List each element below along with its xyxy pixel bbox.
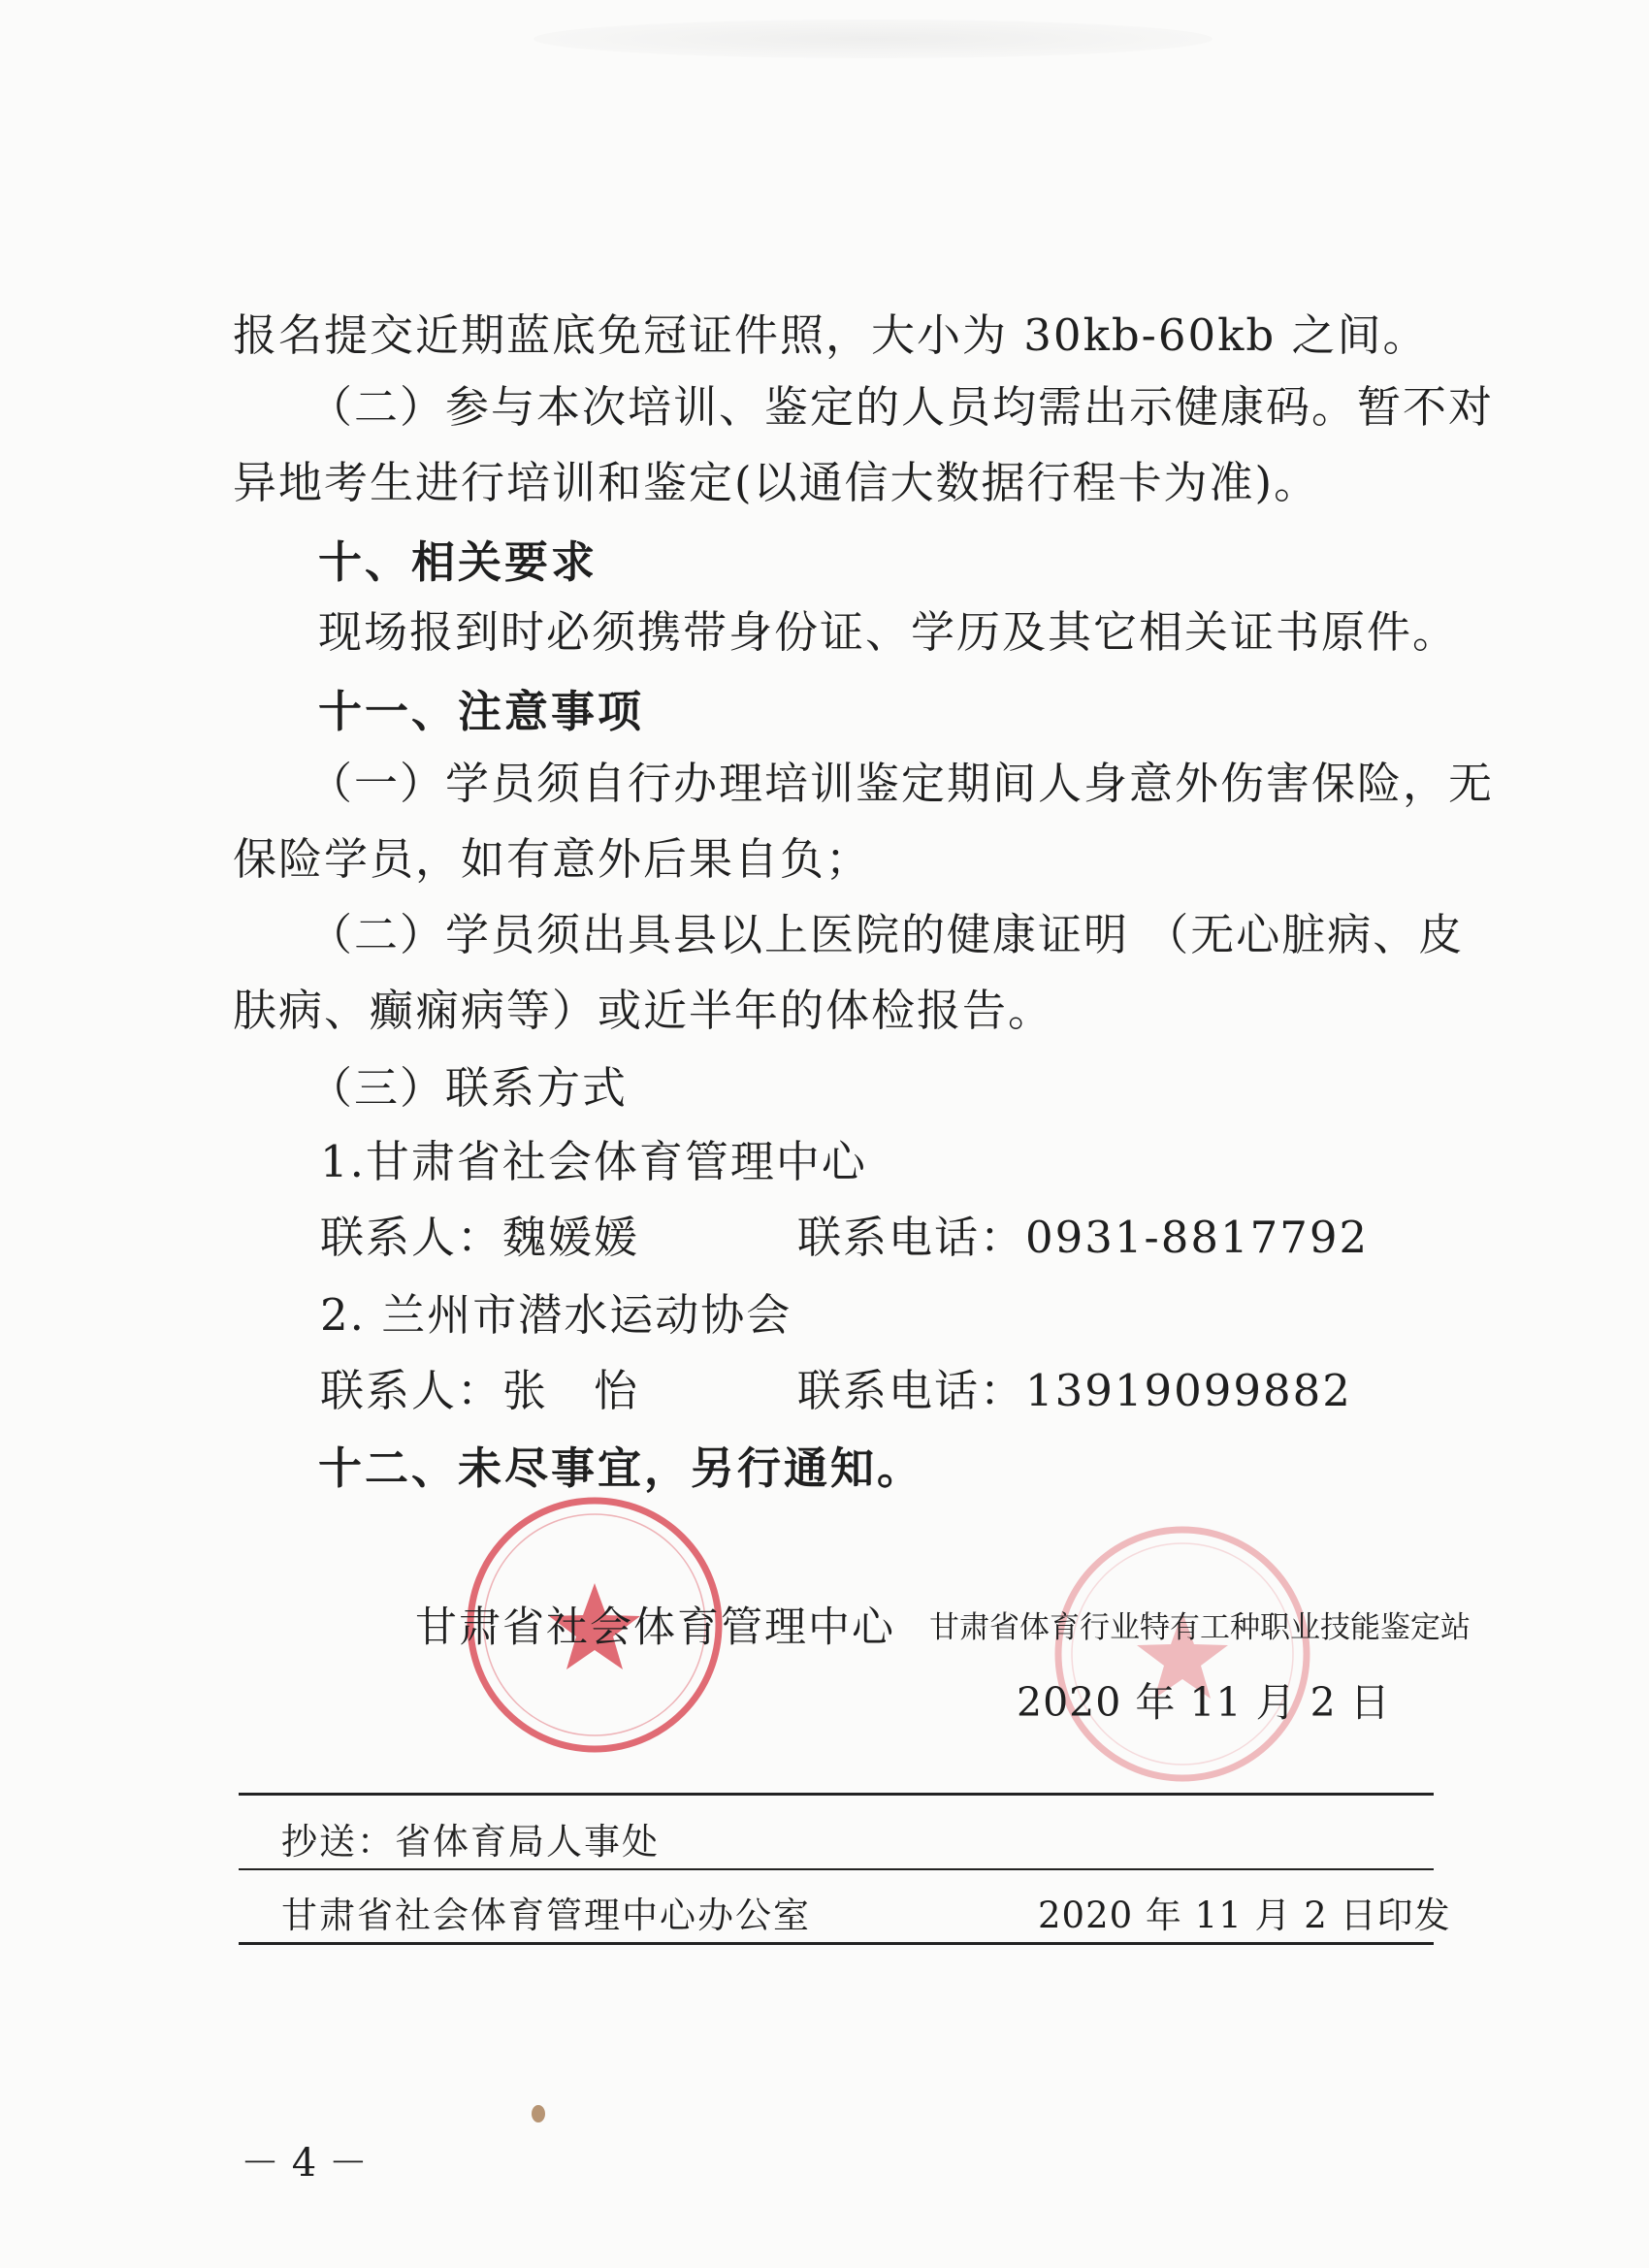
contact-org-2: 2. 兰州市潜水运动协会 xyxy=(320,1289,792,1341)
contact-phone-1: 联系电话：0931-8817792 xyxy=(797,1212,1370,1263)
footer-issuer: 甘肃省社会体育管理中心办公室 xyxy=(281,1895,811,1936)
contact-phone-2: 联系电话：13919099882 xyxy=(797,1365,1352,1416)
official-seal-right xyxy=(1051,1523,1313,1785)
footer-rule-middle xyxy=(239,1868,1434,1870)
contact-org-1: 1.甘肃省社会体育管理中心 xyxy=(320,1136,867,1187)
signature-org-1: 甘肃省社会体育管理中心 xyxy=(415,1604,895,1652)
scan-smudge xyxy=(534,19,1212,58)
body-line-1: 报名提交近期蓝底免冠证件照，大小为 30kb-60kb 之间。 xyxy=(233,309,1429,361)
signature-date: 2020 年 11 月 2 日 xyxy=(1017,1679,1391,1726)
page-number: － 4 － xyxy=(241,2141,368,2186)
signature-org-2: 甘肃省体育行业特有工种职业技能鉴定站 xyxy=(929,1610,1471,1645)
contact-person-1: 联系人：魏媛媛 xyxy=(320,1212,640,1263)
footer-rule-bottom xyxy=(239,1942,1434,1945)
contact-person-2: 联系人：张 怡 xyxy=(320,1365,640,1416)
section-heading-notes: 十一、注意事项 xyxy=(318,686,645,737)
footer-rule-top xyxy=(239,1793,1434,1796)
scan-smudge-mark xyxy=(532,2105,545,2122)
body-line-9: （二）学员须出具县以上医院的健康证明 （无心脏病、皮 xyxy=(308,909,1465,960)
body-line-8: 保险学员，如有意外后果自负； xyxy=(233,833,872,885)
body-line-7: （一）学员须自行办理培训鉴定期间人身意外伤害保险，无 xyxy=(308,758,1495,809)
body-line-5: 现场报到时必须携带身份证、学历及其它相关证书原件。 xyxy=(318,606,1459,658)
body-line-11: （三）联系方式 xyxy=(308,1062,629,1114)
body-line-3: 异地考生进行培训和鉴定(以通信大数据行程卡为准)。 xyxy=(233,457,1320,508)
body-line-10: 肤病、癫痫病等）或近半年的体检报告。 xyxy=(233,985,1054,1036)
body-line-2: （二）参与本次培训、鉴定的人员均需出示健康码。暂不对 xyxy=(308,381,1495,433)
closing-line: 十二、未尽事宜，另行通知。 xyxy=(318,1442,924,1494)
footer-issue-date: 2020 年 11 月 2 日印发 xyxy=(1038,1895,1451,1936)
section-heading-requirements: 十、相关要求 xyxy=(318,536,598,588)
footer-cc: 抄送：省体育局人事处 xyxy=(281,1821,660,1863)
